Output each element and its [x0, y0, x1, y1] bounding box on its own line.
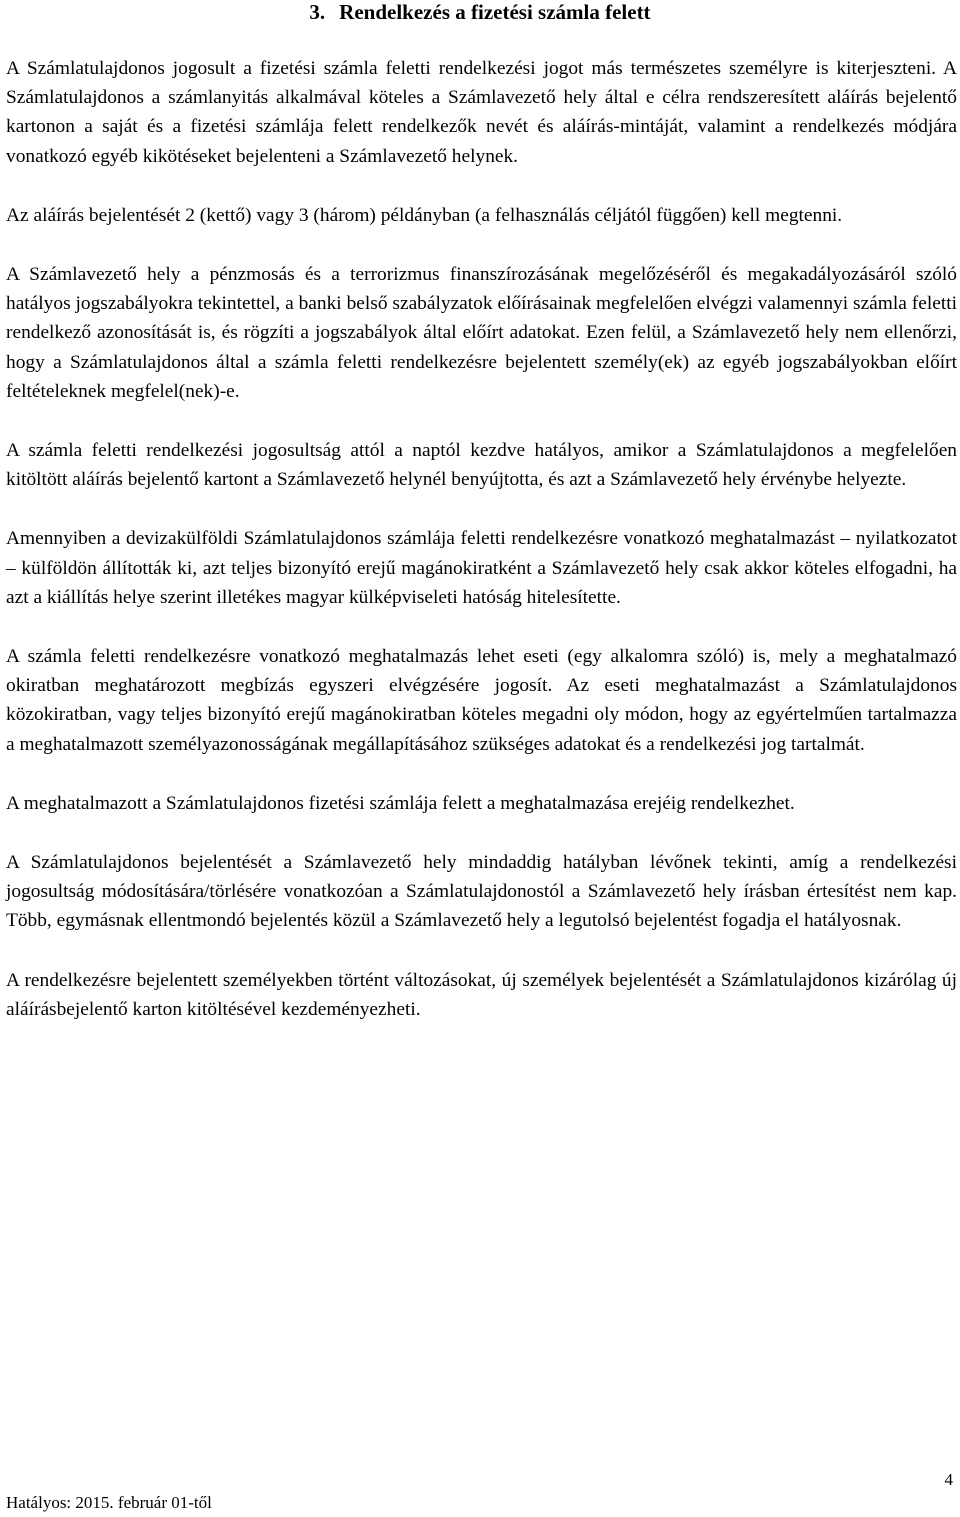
paragraph: Az aláírás bejelentését 2 (kettő) vagy 3 (három) példányban (a felhasználás céljától függően) kell megtenni. — [6, 204, 843, 226]
paragraph: A rendelkezésre bejelentett személyekben történt változásokat, új személyek bejelentését a Számlatulajdonos kizárólag új aláírásbejelentő karton kitöltésével kezdeményezheti. — [6, 969, 957, 1020]
paragraph: Amennyiben a devizakülföldi Számlatulajdonos számlája feletti rendelkezésre vonatkozó meghatalmazást – nyilatkozatot – külföldön állították ki, azt teljes bizonyító erejű magánokiratként a Számlavezető hely csak akkor köteles elfogadni, ha azt a kiállítás helye szerint illetékes magyar külképviseleti hatóság hitelesítette. — [6, 528, 957, 608]
paragraph: A Számlatulajdonos bejelentését a Számlavezető hely mindaddig hatályban lévőnek tekinti, amíg a rendelkezési jogosultság módosítására/törlésére vonatkozóan a Számlatulajdonostól a Számlavezető hely írásban értesítést nem kap. Több, egymásnak ellentmondó bejelentés közül a Számlavezető hely a legutolsó bejelentést fogadja el hatályosnak. — [6, 852, 957, 932]
document-body — [6, 54, 957, 1054]
paragraph: A számla feletti rendelkezésre vonatkozó meghatalmazás lehet eseti (egy alkalomra szóló) is, mely a meghatalmazó okiratban meghatározott megbízás egyszeri elvégzésére jogosít. Az eseti meghatalmazást a Számlatulajdonos közokiratban, vagy teljes bizonyító erejű magánokiratban köteles megadni oly módon, hogy az egyértelműen tartalmazza a meghatalmazott személyazonosságának megállapításához szükséges adatokat és a rendelkezési jog tartalmát. — [6, 646, 957, 755]
paragraph: A Számlatulajdonos jogosult a fizetési számla feletti rendelkezési jogot más természetes személyre is kiterjeszteni. A Számlatulajdonos a számlanyitás alkalmával köteles a Számlavezető hely által e célra rendszeresített aláírás bejelentő kartonon a saját és a fizetési számlája felett rendelkezők nevét és aláírás-mintáját, valamint a rendelkezés módjára vonatkozó egyéb kikötéseket bejelenteni a Számlavezető helynek. — [6, 58, 957, 167]
page-number: 4 — [944, 1470, 953, 1489]
section-heading — [0, 0, 960, 26]
paragraph: A meghatalmazott a Számlatulajdonos fizetési számlája felett a meghatalmazása erejéig rendelkezhet. — [6, 792, 795, 814]
section-title: Rendelkezés a fizetési számla felett — [339, 0, 651, 24]
paragraph: A számla feletti rendelkezési jogosultság attól a naptól kezdve hatályos, amikor a Számlatulajdonos a megfelelően kitöltött aláírás bejelentő kartont a Számlavezető helynél benyújtotta, és azt a Számlavezető hely érvénybe helyezte. — [6, 440, 957, 491]
effective-date-footer: Hatályos: 2015. február 01-től — [6, 1493, 212, 1512]
paragraph: A Számlavezető hely a pénzmosás és a terrorizmus finanszírozásának megelőzéséről és megakadályozásáról szóló hatályos jogszabályokra tekintettel, a banki belső szabályzatok előírásainak megfelelően elvégzi valamennyi számla feletti rendelkező azonosítását is, és rögzíti a jogszabályok által előírt adatokat. Ezen felül, a Számlavezető hely nem ellenőrzi, hogy a Számlatulajdonos által a számla feletti rendelkezésre bejelentett személy(ek) az egyéb jogszabályokban előírt feltételeknek megfelel(nek)-e. — [6, 264, 957, 402]
section-number: 3. — [309, 0, 326, 24]
